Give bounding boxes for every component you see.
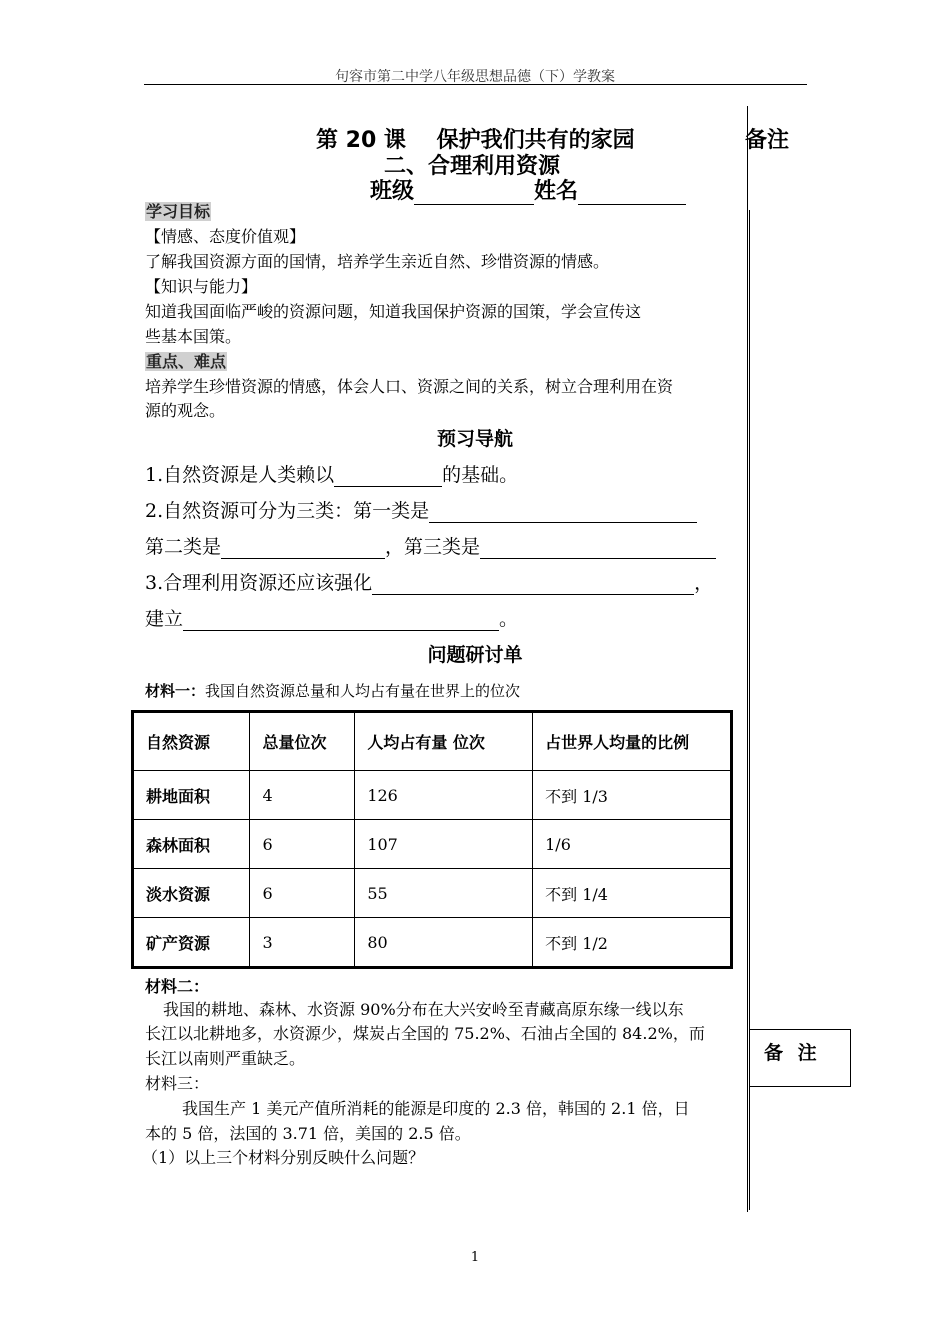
table-cell: 森林面积 — [133, 820, 250, 869]
table-cell: 126 — [355, 771, 533, 820]
blank-4[interactable] — [480, 538, 716, 559]
header-rule — [144, 84, 807, 85]
table-cell: 107 — [355, 820, 533, 869]
material-2-text-3: 长江以南则严重缺乏。 — [145, 1049, 306, 1068]
table-cell: 6 — [250, 820, 355, 869]
table-cell: 4 — [250, 771, 355, 820]
material-2-text-2: 长江以北耕地多，水资源少，煤炭占全国的 75.2%、石油占全国的 84.2%，而 — [145, 1024, 705, 1043]
note-column-label: 备注 — [745, 128, 790, 153]
key-points-heading: 重点、难点 — [146, 352, 227, 371]
knowledge-heading: 【知识与能力】 — [145, 277, 258, 296]
knowledge-text-1: 知道我国面临严峻的资源问题，知道我国保护资源的国策，学会宣传这 — [145, 302, 642, 321]
discussion-heading: 问题研讨单 — [427, 644, 523, 666]
table-header-cell: 占世界人均量的比例 — [533, 712, 732, 771]
resource-table — [131, 710, 733, 969]
emotion-text: 了解我国资源方面的国情，培养学生亲近自然、珍惜资源的情感。 — [145, 252, 610, 271]
table-header-row — [133, 712, 732, 771]
page-number: 1 — [470, 1250, 480, 1265]
blank-1[interactable] — [334, 466, 442, 487]
knowledge-text-2: 些基本国策。 — [145, 327, 242, 346]
note-box: 备 注 — [749, 1029, 851, 1087]
emotion-heading: 【情感、态度价值观】 — [145, 227, 306, 246]
table-row — [133, 918, 732, 968]
material-2-label: 材料二： — [145, 977, 210, 996]
preview-question-1: 1.自然资源是人类赖以 的基础。 — [145, 464, 519, 486]
blank-6[interactable] — [183, 610, 499, 631]
table-row — [133, 820, 732, 869]
blank-3[interactable] — [221, 538, 385, 559]
lesson-subtitle: 二、合理利用资源 — [384, 154, 561, 179]
margin-divider — [747, 106, 748, 1212]
preview-heading: 预习导航 — [436, 428, 513, 450]
class-label: 班级 — [370, 179, 415, 204]
table-cell: 不到 1/2 — [533, 918, 732, 968]
material-3-text-1: 我国生产 1 美元产值所消耗的能源是印度的 2.3 倍，韩国的 2.1 倍，日 — [182, 1099, 690, 1118]
table-header-cell: 人均占有量 位次 — [355, 712, 533, 771]
class-name-line — [370, 174, 686, 205]
table-cell: 矿产资源 — [133, 918, 250, 968]
preview-question-3: 3.合理利用资源还应该强化 ， — [145, 572, 714, 594]
page-header: 句容市第二中学八年级思想品德（下）学教案 — [335, 69, 615, 85]
discussion-question-1: （1）以上三个材料分别反映什么问题？ — [142, 1148, 425, 1167]
table-cell: 1/6 — [533, 820, 732, 869]
preview-question-2: 2.自然资源可分为三类：第一类是 — [145, 496, 697, 523]
material-1-caption: 材料一：我国自然资源总量和人均占有量在世界上的位次 — [145, 682, 521, 700]
table-cell: 80 — [355, 918, 533, 968]
table-cell: 55 — [355, 869, 533, 918]
table-row — [133, 771, 732, 820]
key-points-text-2: 源的观念。 — [145, 401, 226, 420]
table-header-cell: 总量位次 — [250, 712, 355, 771]
blank-5[interactable] — [372, 574, 694, 595]
name-blank[interactable] — [578, 182, 686, 205]
table-cell: 6 — [250, 869, 355, 918]
table-header-cell: 自然资源 — [133, 712, 250, 771]
preview-question-2-cont: 第二类是 ，第三类是 — [145, 532, 716, 559]
table-cell: 不到 1/3 — [533, 771, 732, 820]
lesson-title: 第 20 课 保护我们共有的家园 — [316, 128, 635, 153]
name-label: 姓名 — [534, 179, 579, 204]
objectives-heading: 学习目标 — [146, 202, 211, 221]
material-2-text-1: 我国的耕地、森林、水资源 90%分布在大兴安岭至青藏高原东缘一线以东 — [163, 1000, 684, 1019]
table-row — [133, 869, 732, 918]
table-cell: 淡水资源 — [133, 869, 250, 918]
preview-question-3-cont: 建立 。 — [145, 608, 519, 630]
table-cell: 不到 1/4 — [533, 869, 732, 918]
table-cell: 耕地面积 — [133, 771, 250, 820]
material-3-label: 材料三： — [145, 1074, 210, 1093]
material-3-text-2: 本的 5 倍，法国的 3.71 倍，美国的 2.5 倍。 — [145, 1124, 471, 1143]
blank-2[interactable] — [429, 502, 697, 523]
class-blank[interactable] — [414, 182, 534, 205]
key-points-text-1: 培养学生珍惜资源的情感，体会人口、资源之间的关系，树立合理利用在资 — [145, 377, 674, 396]
table-cell: 3 — [250, 918, 355, 968]
